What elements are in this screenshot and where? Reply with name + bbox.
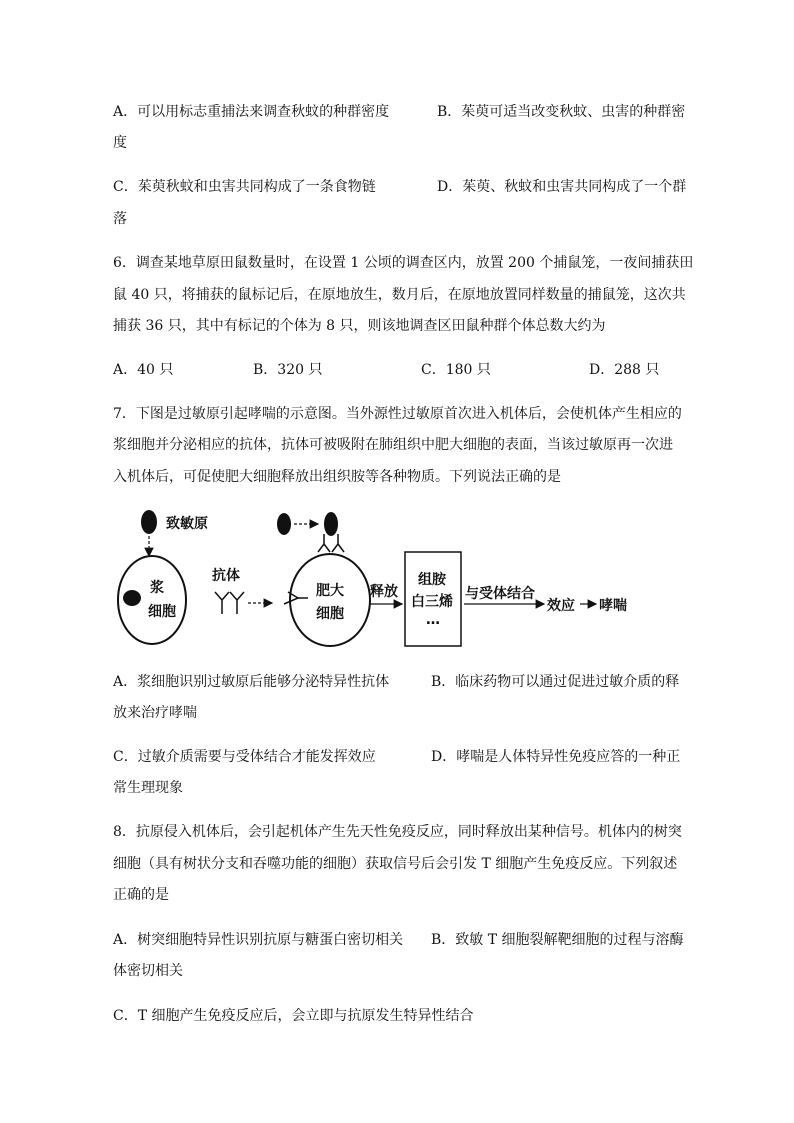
q6-option-d: D．288 只 (589, 362, 660, 378)
q6-stem-line2: 鼠 40 只，将捕获的鼠标记后，在原地放生，数月后，在原地放置同样数量的捕鼠笼，这次共 (113, 287, 686, 303)
plasma-cell-nucleus (123, 590, 141, 606)
q6-stem-line1: 6．调查某地草原田鼠数量时，在设置 1 公顷的调查区内，放置 200 个捕鼠笼，一夜间捕获田 (113, 255, 694, 271)
q7-option-d: D．哮喘是人体特异性免疫应答的一种正 (431, 749, 681, 765)
q7-option-d-cont: 常生理现象 (113, 780, 183, 796)
q5-option-b: B．茱萸可适当改变秋蚊、虫害的种群密 (437, 104, 686, 120)
q7-stem-line2: 浆细胞并分泌相应的抗体，抗体可被吸附在肺组织中肥大细胞的表面，当该过敏原再一次进 (113, 437, 673, 453)
q8-stem-line3: 正确的是 (113, 887, 169, 903)
q7-option-b: B．临床药物可以通过促进过敏介质的释 (431, 674, 680, 690)
q8-option-b-cont: 体密切相关 (113, 963, 183, 979)
allergen-icon (141, 510, 157, 534)
q7-stem-line3: 入机体后，可促使肥大细胞释放出组织胺等各种物质。下列说法正确的是 (113, 469, 561, 485)
q5-option-d-cont: 落 (113, 211, 127, 227)
mast-cell-label-2: 细胞 (316, 606, 344, 622)
mast-cell-shape (290, 554, 370, 646)
q8-option-a: A．树突细胞特异性识别抗原与糖蛋白密切相关 (113, 932, 404, 948)
q7-stem-line1: 7．下图是过敏原引起哮喘的示意图。当外源性过敏原首次进入机体后，会使机体产生相应的 (113, 406, 682, 422)
release-label: 释放 (370, 584, 398, 600)
antibody-icon (215, 592, 244, 614)
plasma-cell-label-2: 细胞 (148, 604, 176, 620)
mast-cell-label-1: 肥大 (316, 583, 344, 599)
mediator-ellipsis: … (426, 612, 440, 628)
plasma-cell-label-1: 浆 (150, 580, 164, 596)
effect-label: 效应 (547, 598, 575, 614)
q5-option-d: D．茱萸、秋蚊和虫害共同构成了一个群 (437, 179, 687, 195)
q7-option-b-cont: 放来治疗哮喘 (113, 705, 197, 721)
q5-option-c: C．茱萸秋蚊和虫害共同构成了一条食物链 (113, 179, 376, 195)
mediator-histamine: 组胺 (418, 572, 446, 588)
q8-stem-line2: 细胞（具有树状分支和吞噬功能的细胞）获取信号后会引发 T 细胞产生免疫反应。下列叙述 (113, 856, 678, 872)
asthma-mechanism-diagram (112, 500, 642, 650)
q8-option-b: B．致敏 T 细胞裂解靶细胞的过程与溶酶 (431, 932, 684, 948)
q5-option-b-cont: 度 (113, 135, 127, 151)
allergen-label: 致敏原 (166, 516, 208, 532)
mediator-leukotriene: 白三烯 (411, 594, 453, 610)
allergen-bound-icon (324, 512, 338, 536)
q6-option-a: A．40 只 (113, 362, 174, 378)
q6-stem-line3: 捕获 36 只，其中有标记的个体为 8 只，则该地调查区田鼠种群个体总数大约为 (113, 318, 606, 334)
asthma-label: 哮喘 (599, 598, 627, 614)
allergen-reentry-icon (277, 513, 291, 535)
q5-option-a: A．可以用标志重捕法来调查秋蚊的种群密度 (113, 104, 390, 120)
q8-stem-line1: 8．抗原侵入机体后，会引起机体产生先天性免疫反应，同时释放出某种信号。机体内的树突 (113, 824, 682, 840)
q7-option-c: C．过敏介质需要与受体结合才能发挥效应 (113, 749, 376, 765)
q6-option-b: B．320 只 (253, 362, 323, 378)
bind-receptor-label: 与受体结合 (465, 586, 535, 602)
q7-option-a: A．浆细胞识别过敏原后能够分泌特异性抗体 (113, 674, 390, 690)
q8-option-c: C．T 细胞产生免疫反应后，会立即与抗原发生特异性结合 (113, 1008, 474, 1024)
q6-option-c: C．180 只 (421, 362, 491, 378)
antibody-label: 抗体 (212, 568, 240, 584)
